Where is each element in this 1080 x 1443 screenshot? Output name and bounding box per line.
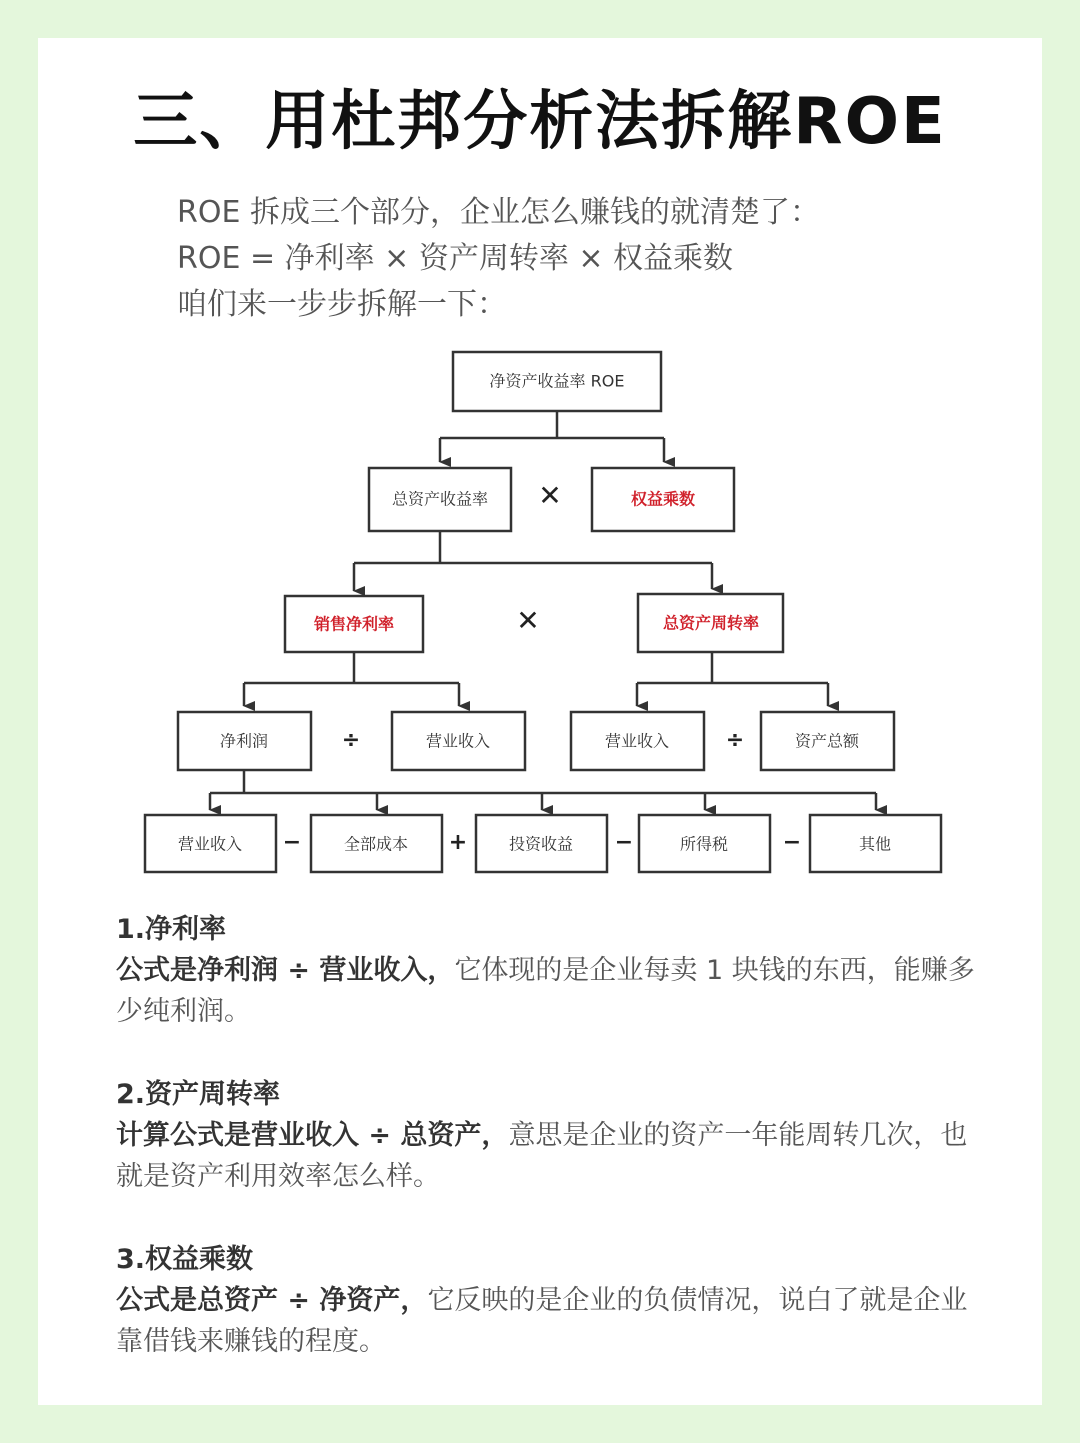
- node-label: 营业收入: [425, 731, 491, 751]
- section-equity-multiplier: [116, 1240, 976, 1362]
- divide-operator: ÷: [341, 728, 361, 753]
- multiply-operator: ✕: [538, 479, 562, 512]
- section-formula: 公式是总资产 ÷ 净资产，: [116, 1285, 428, 1316]
- node-label: 权益乘数: [630, 489, 696, 509]
- section-text: 它反映的是企业的负债情况，说白了就是企业靠借钱来赚钱的程度。: [116, 1285, 968, 1357]
- minus-operator: −: [282, 830, 302, 855]
- intro-line: 咱们来一步步拆解一下：: [177, 287, 507, 322]
- divide-operator: ÷: [725, 728, 745, 753]
- plus-operator: +: [448, 830, 468, 855]
- node-revenue: [392, 712, 525, 770]
- node-label: 投资收益: [508, 834, 574, 854]
- minus-operator: −: [614, 830, 634, 855]
- node-equity-multiplier: [592, 468, 734, 531]
- multiply-operator: ✕: [516, 604, 540, 637]
- node-income-tax: [639, 815, 770, 872]
- node-asset-turnover: [638, 594, 783, 652]
- node-label: 其他: [858, 834, 892, 854]
- node-roe: [453, 352, 661, 411]
- section-text: 它体现的是企业每卖 1 块钱的东西，能赚多少纯利润。: [116, 955, 975, 1027]
- node-label: 净利润: [219, 731, 269, 751]
- node-net-margin: [285, 596, 423, 652]
- node-total-cost: [311, 815, 442, 872]
- section-body: [116, 950, 976, 1032]
- section-asset-turnover: [116, 1075, 976, 1197]
- node-label: 销售净利率: [313, 614, 395, 634]
- section-body: [116, 1115, 976, 1197]
- node-other: [810, 815, 941, 872]
- section-formula: 公式是净利润 ÷ 营业收入，: [116, 955, 455, 986]
- node-investment-income: [476, 815, 607, 872]
- node-revenue: [145, 815, 276, 872]
- node-label: 净资产收益率 ROE: [489, 371, 625, 391]
- minus-operator: −: [782, 830, 802, 855]
- node-label: 总资产周转率: [662, 613, 760, 633]
- node-label: 全部成本: [343, 834, 409, 854]
- section-heading: 2.资产周转率: [116, 1079, 281, 1110]
- node-label: 总资产收益率: [391, 489, 489, 509]
- page-title: 三、用杜邦分析法拆解ROE: [133, 85, 947, 159]
- node-label: 营业收入: [177, 834, 243, 854]
- intro-formula: ROE = 净利率 × 资产周转率 × 权益乘数: [177, 241, 734, 276]
- node-total-assets: [761, 712, 894, 770]
- node-roa: [369, 468, 511, 531]
- node-net-profit: [178, 712, 311, 770]
- node-label: 营业收入: [604, 731, 670, 751]
- intro-line: ROE 拆成三个部分，企业怎么赚钱的就清楚了：: [177, 195, 820, 230]
- section-text: 意思是企业的资产一年能周转几次，也就是资产利用效率怎么样。: [116, 1120, 968, 1192]
- node-label: 资产总额: [794, 731, 860, 751]
- section-heading: 3.权益乘数: [116, 1244, 254, 1275]
- section-net-margin: [116, 910, 976, 1032]
- section-body: [116, 1280, 976, 1362]
- section-formula: 计算公式是营业收入 ÷ 总资产，: [116, 1120, 509, 1151]
- section-heading: 1.净利率: [116, 914, 227, 945]
- node-revenue: [571, 712, 704, 770]
- node-label: 所得税: [679, 834, 729, 854]
